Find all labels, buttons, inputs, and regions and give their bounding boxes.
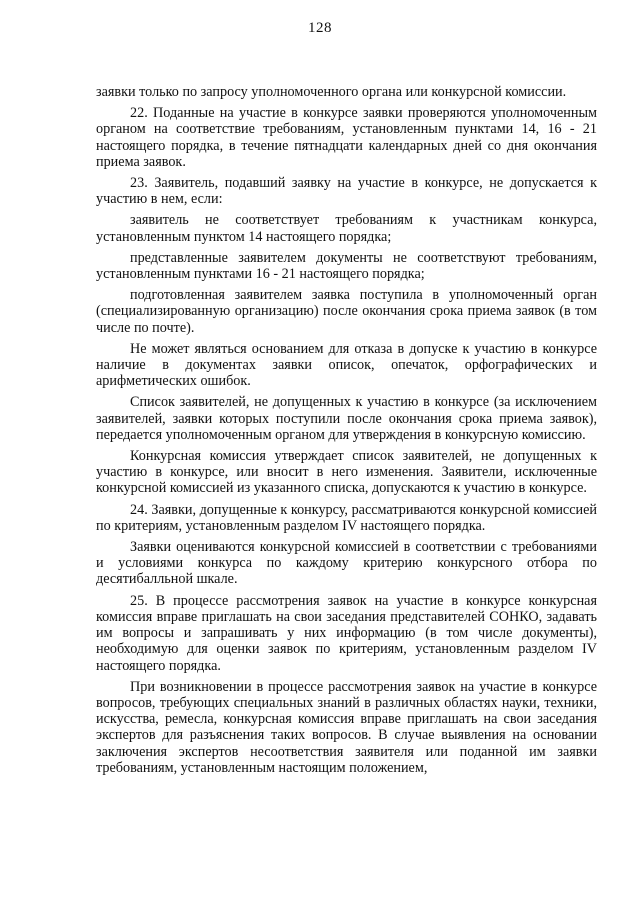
paragraph-item-25: 25. В процессе рассмотрения заявок на участие в конкурсе конкурсная комиссия вправе приглашать на свои заседания представителей СОНКО, задавать им вопросы и запрашивать у них информацию (в том числе документы), необходимую для оценки заявок по критериям, установленным разделом IV настоящего порядка.	[96, 592, 597, 674]
paragraph-scoring: Заявки оцениваются конкурсной комиссией в соответствии с требованиями и условиями конкурса по каждому критерию конкурсного отбора по десятибалльной шкале.	[96, 539, 597, 588]
paragraph-continuation: заявки только по запросу уполномоченного органа или конкурсной комиссии.	[96, 84, 567, 100]
page-number: 128	[308, 20, 332, 36]
paragraph-condition-documents: представленные заявителем документы не соответствуют требованиям, установленным пунктами 16 - 21 настоящего порядка;	[96, 249, 597, 283]
paragraph-rejected-list: Список заявителей, не допущенных к участию в конкурсе (за исключением заявителей, заявки которых поступили после окончания срока приема заявок), передается уполномоченным органом для утверждения в конкурсную комиссию.	[96, 394, 597, 443]
paragraph-item-23: 23. Заявитель, подавший заявку на участие в конкурсе, не допускается к участию в нем, если:	[96, 175, 597, 208]
document-body	[96, 84, 597, 781]
paragraph-condition-late-submission: подготовленная заявителем заявка поступила в уполномоченный орган (специализированную организацию) после окончания срока приема заявок (в том числе по почте).	[96, 287, 597, 336]
paragraph-condition-requirements: заявитель не соответствует требованиям к участникам конкурса, установленным пунктом 14 настоящего порядка;	[96, 212, 597, 245]
paragraph-item-22: 22. Поданные на участие в конкурсе заявки проверяются уполномоченным органом на соответствие требованиям, установленным пунктами 14, 16 - 21 настоящего порядка, в течение пятнадцати календарных дней со дня окончания приема заявок.	[96, 105, 597, 170]
paragraph-item-24: 24. Заявки, допущенные к конкурсу, рассматриваются конкурсной комиссией по критериям, установленным разделом IV настоящего порядка.	[96, 501, 597, 534]
paragraph-typos-not-grounds: Не может являться основанием для отказа в допуске к участию в конкурсе наличие в документах заявки описок, опечаток, орфографических и арифметических ошибок.	[96, 340, 597, 390]
paragraph-experts: При возникновении в процессе рассмотрения заявок на участие в конкурсе вопросов, требующих специальных знаний в различных областях науки, техники, искусства, ремесла, конкурсная комиссия вправе приглашать на свои заседания экспертов для разъяснения таких вопросов. В случае выявления на основании заключения экспертов несоответствия заявителя или поданной им заявки требованиям, установленным настоящим положением,	[96, 678, 597, 776]
paragraph-commission-approval: Конкурсная комиссия утверждает список заявителей, не допущенных к участию в конкурсе, или вносит в него изменения. Заявители, исключенные конкурсной комиссией из указанного списка, допускаются к участию в конкурсе.	[96, 448, 597, 497]
